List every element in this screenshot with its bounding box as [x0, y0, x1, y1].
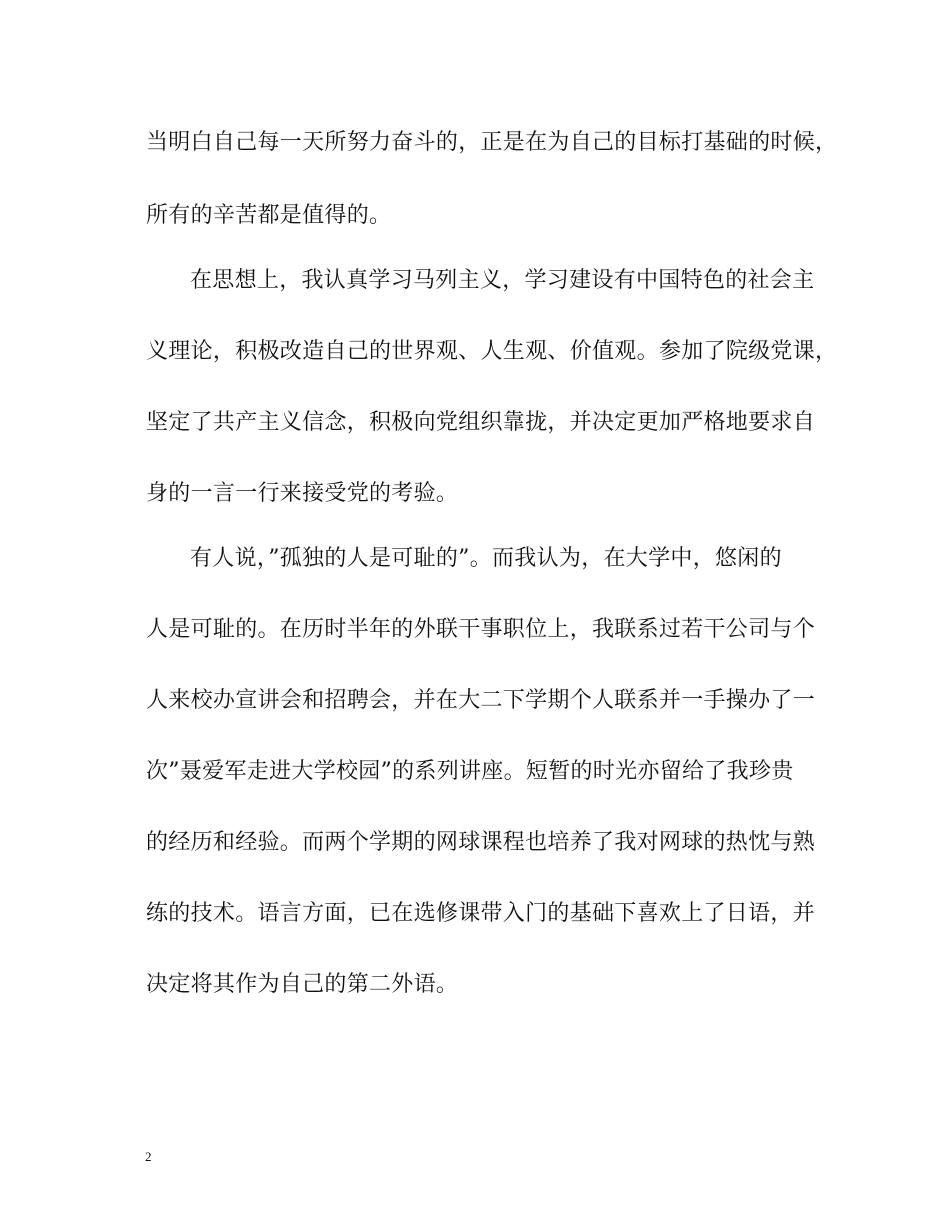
page-number: 2 — [145, 1149, 152, 1164]
paragraph-line-4: 义理论，积极改造自己的世界观、人生观、价值观。参加了院级党课， — [146, 339, 838, 364]
paragraph-line-2: 所有的辛苦都是值得的。 — [146, 203, 392, 228]
paragraph-line-13: 决定将其作为自己的第二外语。 — [146, 972, 459, 997]
paragraph-line-3: 在思想上，我认真学习马列主义，学习建设有中国特色的社会主 — [190, 268, 815, 293]
paragraph-line-6: 身的一言一行来接受党的考验。 — [146, 481, 459, 506]
paragraph-line-10: 次”聂爱军走进大学校园”的系列讲座。短暂的时光亦留给了我珍贵 — [146, 759, 794, 784]
paragraph-line-1: 当明白自己每一天所努力奋斗的，正是在为自己的目标打基础的时候， — [146, 130, 838, 155]
paragraph-line-8: 人是可耻的。在历时半年的外联干事职位上，我联系过若干公司与个 — [146, 617, 816, 642]
paragraph-line-5: 坚定了共产主义信念，积极向党组织靠拢，并决定更加严格地要求自 — [146, 410, 816, 435]
paragraph-line-11: 的经历和经验。而两个学期的网球课程也培养了我对网球的热忱与熟 — [146, 830, 816, 855]
paragraph-line-9: 人来校办宣讲会和招聘会，并在大二下学期个人联系并一手操办了一 — [146, 688, 816, 713]
paragraph-line-7: 有人说，”孤独的人是可耻的”。而我认为，在大学中，悠闲的 — [190, 546, 782, 571]
paragraph-line-12: 练的技术。语言方面，已在选修课带入门的基础下喜欢上了日语，并 — [146, 901, 816, 926]
